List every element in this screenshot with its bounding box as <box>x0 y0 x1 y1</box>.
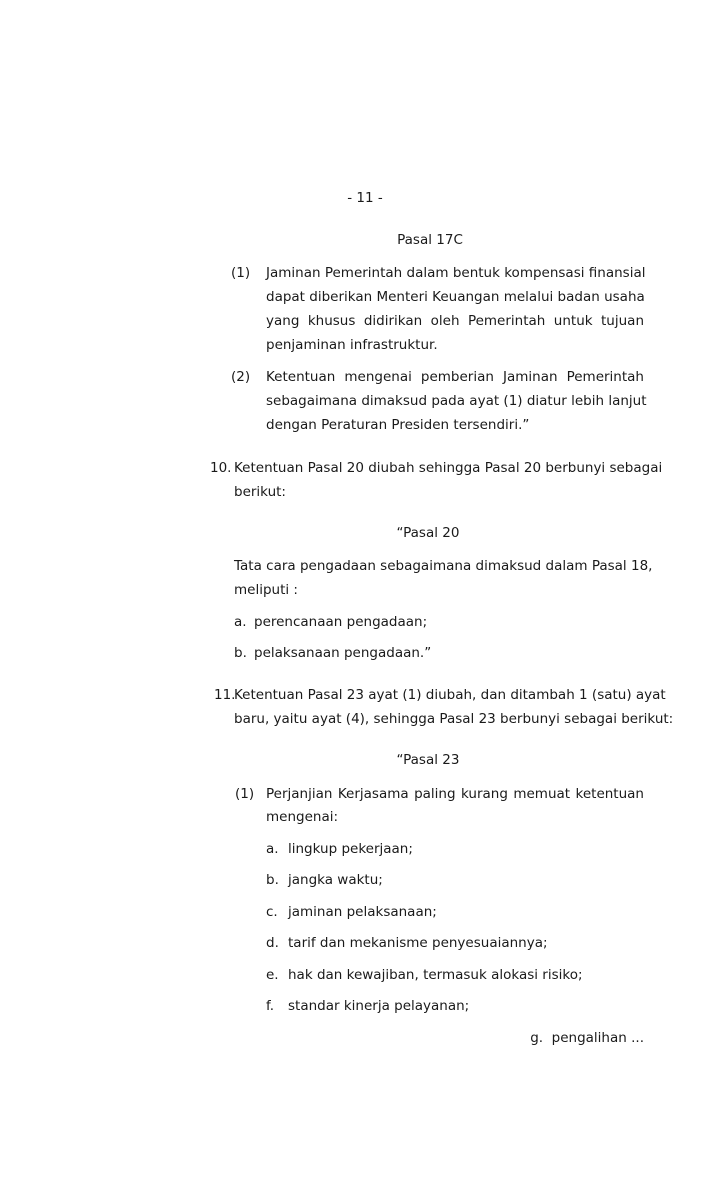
pasal-23-subitem-text: hak dan kewajiban, termasuk alokasi risiko; <box>288 967 583 983</box>
pasal-20-subitem-letter: a. <box>234 614 247 630</box>
pasal-17c-item-2-line: sebagaimana dimaksud pada ayat (1) diatur lebih lanjut <box>266 393 647 409</box>
pasal-23-subitem-letter: e. <box>266 967 279 983</box>
pasal-23-heading: “Pasal 23 <box>396 752 460 768</box>
pasal-23-subitem-letter: c. <box>266 904 278 920</box>
pasal-17c-item-1-number: (1) <box>231 265 251 281</box>
pasal-23-subitem-letter: b. <box>266 872 279 888</box>
pasal-23-subitem-text: lingkup pekerjaan; <box>288 841 413 857</box>
pasal-17c-item-2-line: dengan Peraturan Presiden tersendiri.” <box>266 417 530 433</box>
pasal-23-subitem-text: tarif dan mekanisme penyesuaiannya; <box>288 935 548 951</box>
item-11-line: Ketentuan Pasal 23 ayat (1) diubah, dan ditambah 1 (satu) ayat <box>234 687 666 703</box>
pasal-23-subitem-text: standar kinerja pelayanan; <box>288 998 470 1014</box>
item-10-line: Ketentuan Pasal 20 diubah sehingga Pasal 20 berbunyi sebagai <box>234 460 663 476</box>
pasal-17c-item-1-line: yang khusus didirikan oleh Pemerintah untuk tujuan <box>266 313 644 329</box>
pasal-17c-item-1-line: Jaminan Pemerintah dalam bentuk kompensasi finansial <box>266 265 646 281</box>
pasal-20-body-line: Tata cara pengadaan sebagaimana dimaksud dalam Pasal 18, <box>234 558 653 574</box>
item-10-line: berikut: <box>234 484 286 500</box>
pasal-17c-heading: Pasal 17C <box>397 232 463 248</box>
pasal-17c-item-1-line: dapat diberikan Menteri Keuangan melalui badan usaha <box>266 289 645 305</box>
pasal-17c-item-1-line: penjaminan infrastruktur. <box>266 337 438 353</box>
pasal-20-body-line: meliputi : <box>234 582 298 598</box>
pasal-23-subitem-text: jaminan pelaksanaan; <box>288 904 437 920</box>
pasal-23-subitem-text: jangka waktu; <box>288 872 383 888</box>
pasal-23-clause-number: (1) <box>235 786 255 802</box>
pasal-23-subitem-letter: a. <box>266 841 279 857</box>
page-number: - 11 - <box>347 190 383 206</box>
continuation-catchword: g. pengalihan ... <box>530 1030 644 1046</box>
pasal-20-subitem-text: pelaksanaan pengadaan.” <box>254 645 432 661</box>
pasal-17c-item-2-number: (2) <box>231 369 251 385</box>
pasal-23-subitem-letter: d. <box>266 935 279 951</box>
pasal-23-clause-line: Perjanjian Kerjasama paling kurang memuat ketentuan <box>266 786 644 802</box>
item-11-line: baru, yaitu ayat (4), sehingga Pasal 23 berbunyi sebagai berikut: <box>234 711 674 727</box>
pasal-20-subitem-letter: b. <box>234 645 247 661</box>
pasal-23-subitem-letter: f. <box>266 998 275 1014</box>
pasal-17c-item-2-line: Ketentuan mengenai pemberian Jaminan Pemerintah <box>266 369 644 385</box>
pasal-23-clause-line: mengenai: <box>266 809 339 825</box>
item-10-number: 10. <box>210 460 232 476</box>
item-11-number: 11. <box>214 687 236 703</box>
pasal-20-heading: “Pasal 20 <box>396 525 460 541</box>
pasal-20-subitem-text: perencanaan pengadaan; <box>254 614 428 630</box>
